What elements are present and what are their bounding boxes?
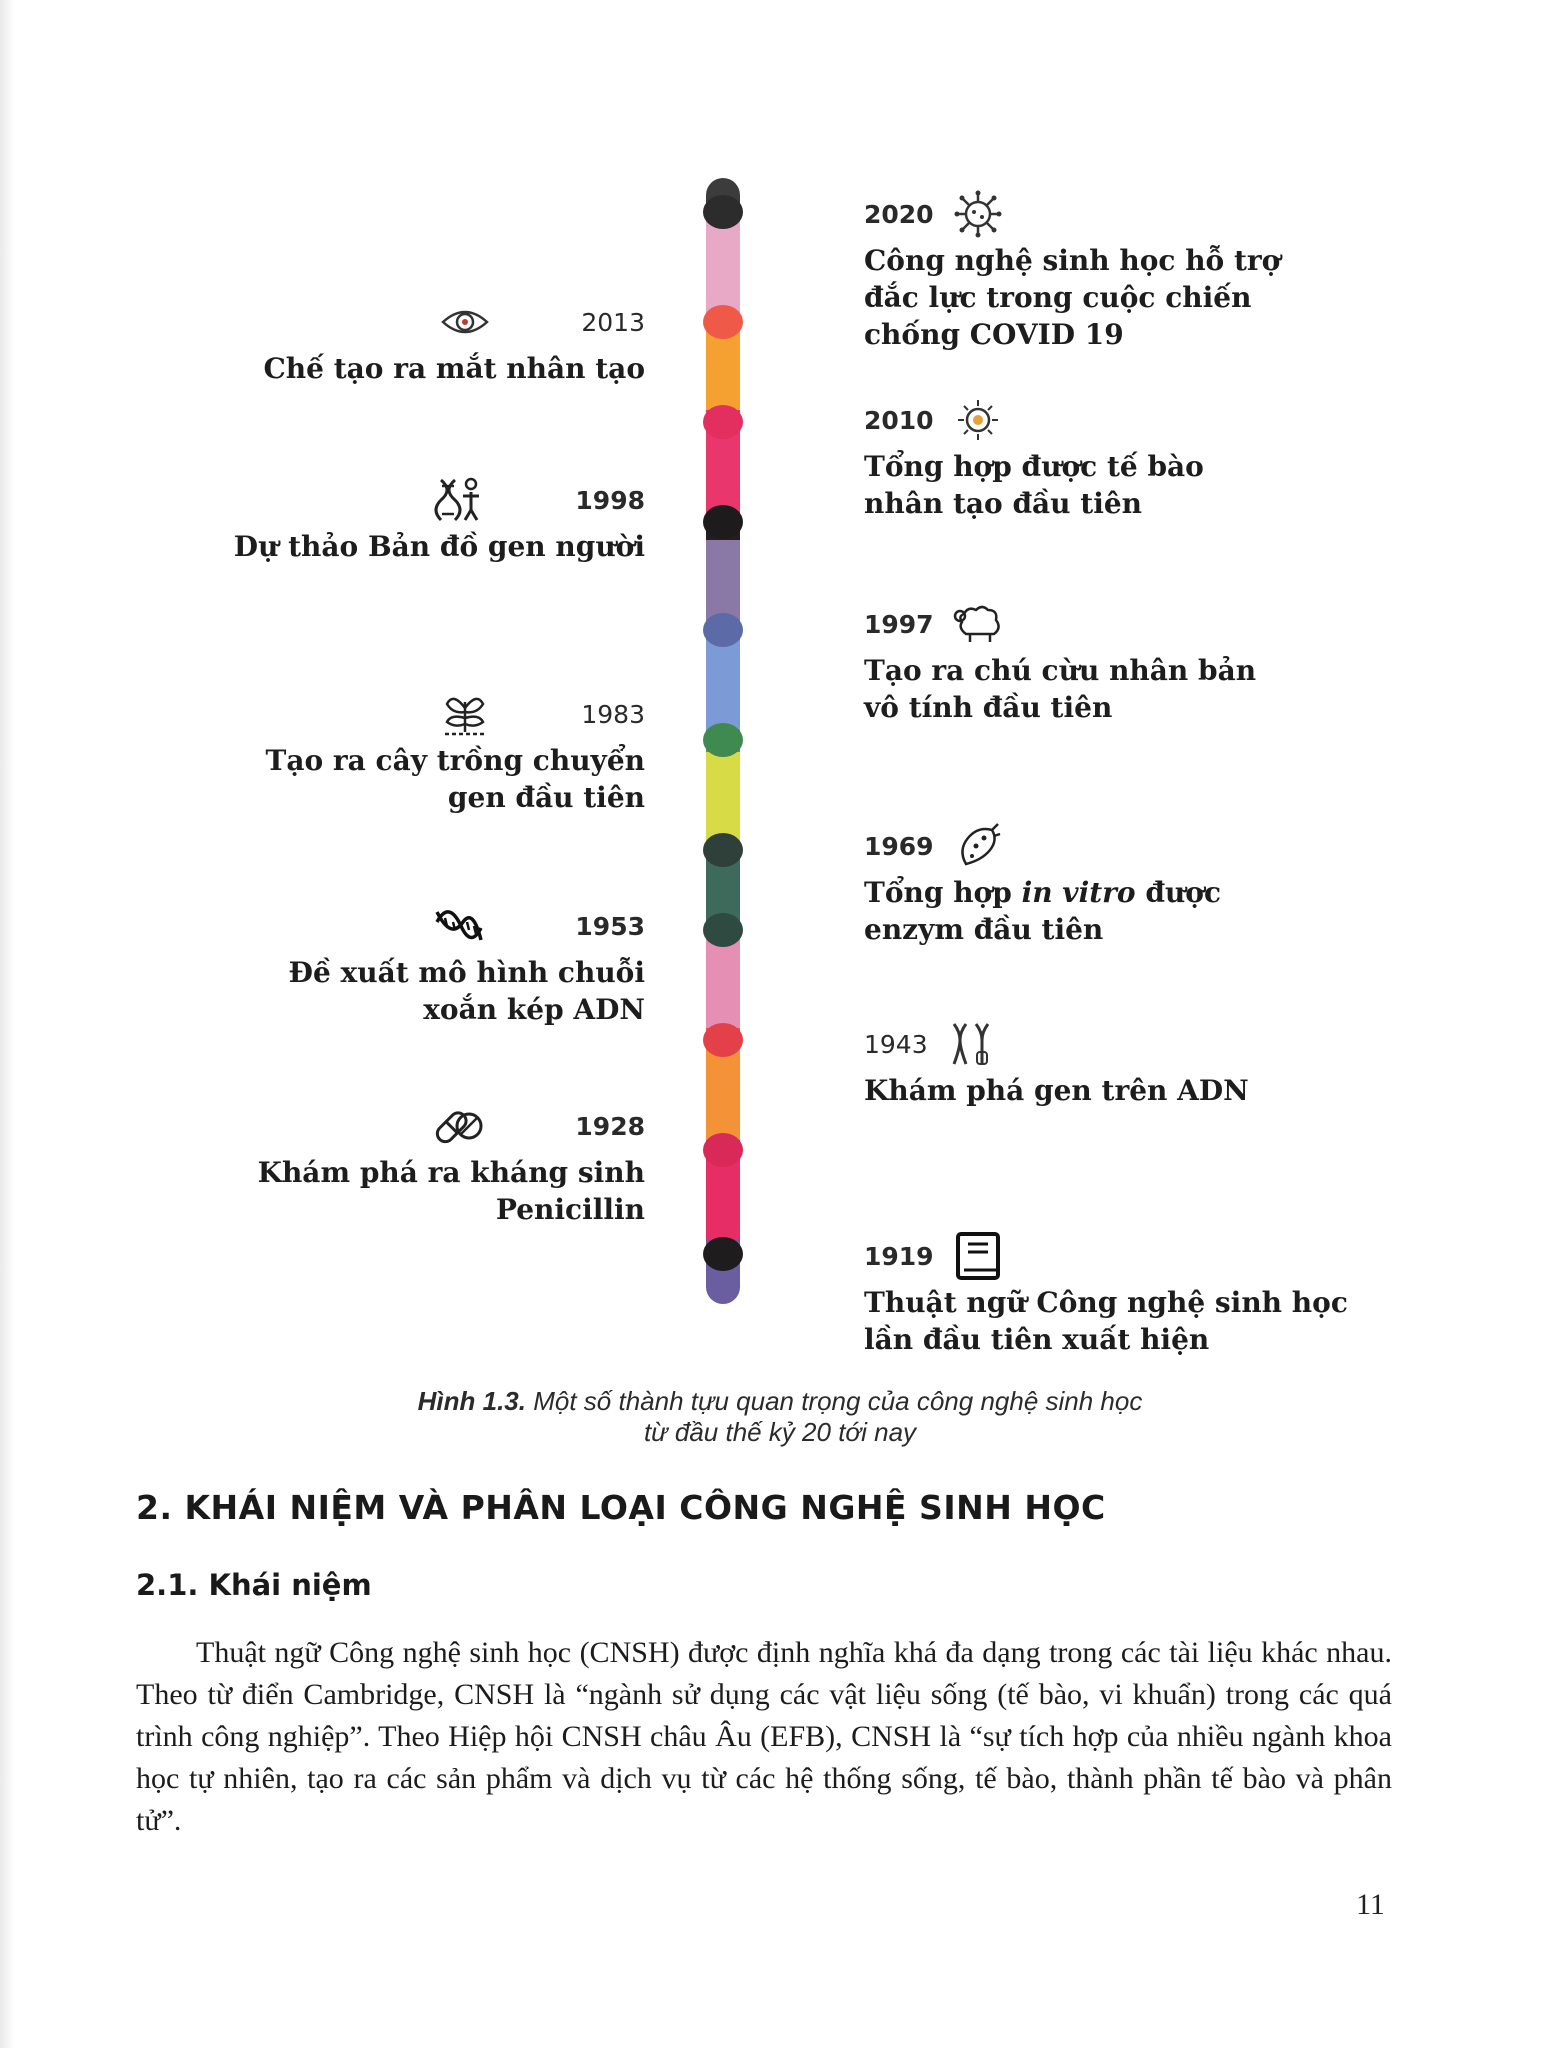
- caption-label: Hình 1.3.: [417, 1386, 526, 1416]
- timeline-event-1983: [265, 686, 645, 816]
- timeline-node: [703, 913, 743, 947]
- dna-human-icon: [433, 474, 485, 526]
- timeline-event-1998: [234, 472, 645, 565]
- timeline-node: [703, 305, 743, 339]
- event-title: Thuật ngữ Công nghệ sinh học lần đầu tiên xuất hiện: [864, 1286, 1348, 1356]
- timeline-node: [703, 1023, 743, 1057]
- event-year: 1998: [575, 485, 645, 515]
- timeline-node: [703, 833, 743, 867]
- caption-line-1: [140, 1386, 1420, 1417]
- timeline-segment: [706, 1048, 740, 1140]
- caption-text: Một số thành tựu quan trọng của công nghệ sinh học: [526, 1386, 1143, 1416]
- event-year: 2010: [864, 405, 934, 435]
- timeline-node: [703, 613, 743, 647]
- timeline-event-1997: [864, 596, 1256, 726]
- dna-helix-icon: [433, 900, 485, 952]
- sheep-icon: [952, 598, 1004, 650]
- timeline-segment: [706, 752, 740, 842]
- event-title-italic: in vitro: [1021, 876, 1136, 909]
- timeline-segment: [706, 218, 740, 318]
- event-title: Đề xuất mô hình chuỗi xoắn kép ADN: [288, 956, 645, 1026]
- body-paragraph: Thuật ngữ Công nghệ sinh học (CNSH) được định nghĩa khá đa dạng trong các tài liệu khác nhau. Theo từ điển Cambridge, CNSH là “ngành sử dụng các vật liệu sống (tế bào, vi khuẩn) trong các quá trình công nghiệp”. Theo Hiệp hội CNSH châu Âu (EFB), CNSH là “sự tích hợp của nhiều ngành khoa học tự nhiên, tạo ra các sản phẩm và dịch vụ từ các hệ thống sống, tế bào, thành phần tế bào và phân tử”.: [136, 1636, 1392, 1837]
- event-title-part: được enzym đầu tiên: [864, 876, 1221, 946]
- event-title-part: Tổng hợp: [864, 876, 1022, 909]
- timeline-segment: [706, 938, 740, 1028]
- event-year: 1943: [864, 1029, 928, 1059]
- page-edge-shadow: [0, 0, 14, 2048]
- timeline-event-1919: [864, 1228, 1348, 1358]
- event-year: 1953: [575, 911, 645, 941]
- timeline-node: [703, 1133, 743, 1167]
- event-year: 2013: [581, 307, 645, 337]
- event-title: Khám phá gen trên ADN: [864, 1074, 1249, 1107]
- event-year: 1997: [864, 609, 934, 639]
- plant-icon: [439, 688, 491, 740]
- timeline-node: [703, 195, 743, 229]
- event-year: 1983: [581, 699, 645, 729]
- event-title: [864, 874, 1221, 948]
- event-title: Tổng hợp được tế bào nhân tạo đầu tiên: [864, 450, 1204, 520]
- timeline-event-1943: [864, 1016, 1249, 1109]
- timeline-event-1969: [864, 818, 1221, 948]
- timeline-segment: [706, 328, 740, 410]
- timeline-segment: [706, 640, 740, 730]
- book-icon: [952, 1230, 1004, 1282]
- timeline-event-1928: [258, 1098, 645, 1228]
- section-heading: 2. KHÁI NIỆM VÀ PHÂN LOẠI CÔNG NGHỆ SINH HỌC: [136, 1488, 1106, 1527]
- timeline-node: [703, 723, 743, 757]
- pill-icon: [433, 1100, 485, 1152]
- event-title: Dự thảo Bản đồ gen người: [233, 530, 645, 563]
- eye-icon: [439, 296, 491, 348]
- page-number: 11: [1356, 1888, 1385, 1921]
- caption-line-2: từ đầu thế kỷ 20 tới nay: [643, 1417, 917, 1447]
- subsection-heading: 2.1. Khái niệm: [136, 1568, 372, 1602]
- timeline-event-1953: [289, 898, 646, 1028]
- event-title: Công nghệ sinh học hỗ trợ đắc lực trong cuộc chiến chống COVID 19: [864, 244, 1281, 351]
- timeline-event-2020: [864, 186, 1280, 353]
- figure-caption: [140, 1386, 1420, 1448]
- timeline-node: [703, 1237, 743, 1271]
- event-title: Tạo ra cây trồng chuyển gen đầu tiên: [265, 744, 645, 814]
- event-year: 1969: [864, 831, 934, 861]
- event-title: Khám phá ra kháng sinh Penicillin: [257, 1156, 645, 1226]
- event-year: 1919: [864, 1241, 934, 1271]
- timeline-event-2010: [864, 392, 1204, 522]
- enzyme-icon: [952, 820, 1004, 872]
- event-title: Tạo ra chú cừu nhân bản vô tính đầu tiên: [864, 654, 1257, 724]
- cell-icon: [952, 394, 1004, 446]
- timeline-node: [703, 505, 743, 539]
- event-year: 2020: [864, 199, 934, 229]
- chromosome-icon: [946, 1018, 998, 1070]
- event-year: 1928: [575, 1111, 645, 1141]
- timeline-event-2013: [263, 294, 645, 387]
- timeline-node: [703, 405, 743, 439]
- virus-icon: [952, 188, 1004, 240]
- event-title: Chế tạo ra mắt nhân tạo: [263, 352, 645, 385]
